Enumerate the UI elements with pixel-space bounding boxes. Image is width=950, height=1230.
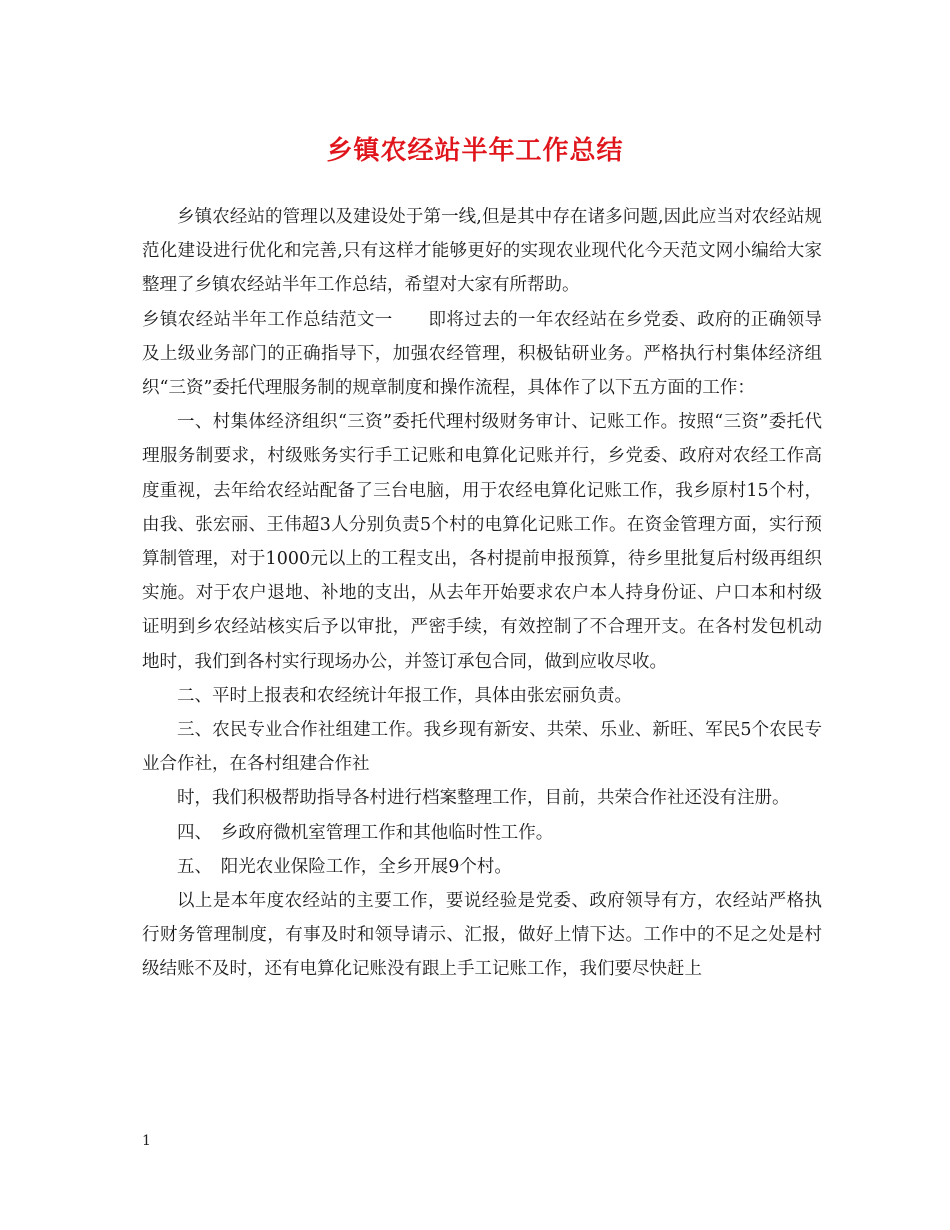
paragraph-sample-heading: 乡镇农经站半年工作总结范文一 即将过去的一年农经站在乡党委、政府的正确领导及上级业务部门的正确指导下，加强农经管理，积极钻研业务。严格执行村集体经济组织“三资”委托代理服务制的规章制度和操作流程，具体作了以下五方面的工作： (142, 309, 822, 399)
page-number: 1 (142, 1133, 151, 1149)
paragraph-item-3: 三、农民专业合作社组建工作。我乡现有新安、共荣、乐业、新旺、军民5个农民专业合作社，在各村组建合作社 (142, 720, 822, 775)
document-title: 乡镇农经站半年工作总结 (326, 136, 624, 166)
paragraph-item-3-continued: 时，我们积极帮助指导各村进行档案整理工作，目前，共荣合作社还没有注册。 (177, 788, 790, 809)
paragraph-item-1: 一、村集体经济组织“三资”委托代理村级财务审计、记账工作。按照“三资”委托代理服务制要求，村级账务实行手工记账和电算化记账并行，乡党委、政府对农经工作高度重视，去年给农经站配备了三台电脑，用于农经电算化记账工作，我乡原村15个村，由我、张宏丽、王伟超3人分别负责5个村的电算化记账工作。在资金管理方面，实行预算制管理，对于1000元以上的工程支出，各村提前申报预算，待乡里批复后村级再组织实施。对于农户退地、补地的支出，从去年开始要求农户本人持身份证、户口本和村级证明到乡农经站核实后予以审批，严密手续，有效控制了不合理开支。在各村发包机动地时，我们到各村实行现场办公，并签订承包合同，做到应收尽收。 (142, 412, 822, 672)
paragraph-item-2: 二、平时上报表和农经统计年报工作，具体由张宏丽负责。 (177, 685, 632, 706)
paragraph-item-5: 五、 阳光农业保险工作，全乡开展9个村。 (177, 856, 512, 877)
document-body (142, 200, 822, 987)
paragraph-intro: 乡镇农经站的管理以及建设处于第一线,但是其中存在诸多问题,因此应当对农经站规范化建设进行优化和完善,只有这样才能够更好的实现农业现代化今天范文网小编给大家整理了乡镇农经站半年工作总结，希望对大家有所帮助。 (142, 207, 822, 296)
paragraph-item-4: 四、 乡政府微机室管理工作和其他临时性工作。 (177, 822, 554, 843)
paragraph-conclusion: 以上是本年度农经站的主要工作，要说经验是党委、政府领导有方，农经站严格执行财务管理制度，有事及时和领导请示、汇报，做好上情下达。工作中的不足之处是村级结账不及时，还有电算化记账没有跟上手工记账工作，我们要尽快赶上 (142, 891, 822, 980)
